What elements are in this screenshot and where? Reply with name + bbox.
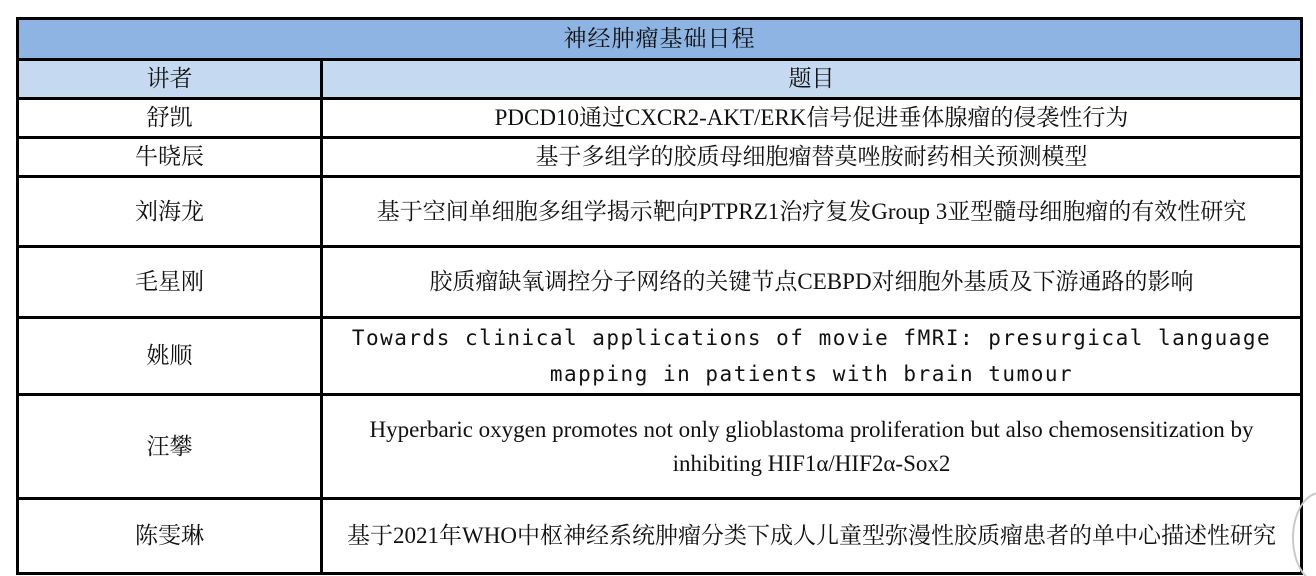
table-row	[18, 138, 1302, 177]
table-body	[18, 19, 1302, 574]
schedule-table	[16, 17, 1303, 575]
speaker-cell: 汪攀	[18, 395, 322, 499]
speaker-cell: 姚顺	[18, 318, 322, 395]
speaker-cell: 牛晓辰	[18, 138, 322, 177]
title-cell: 胶质瘤缺氧调控分子网络的关键节点CEBPD对细胞外基质及下游通路的影响	[322, 247, 1302, 318]
title-cell: 基于多组学的胶质母细胞瘤替莫唑胺耐药相关预测模型	[322, 138, 1302, 177]
speaker-cell: 陈雯琳	[18, 499, 322, 574]
table-row	[18, 318, 1302, 395]
title-cell: 基于空间单细胞多组学揭示靶向PTPRZ1治疗复发Group 3亚型髓母细胞瘤的有效性研究	[322, 177, 1302, 247]
header-row	[18, 60, 1302, 99]
speaker-cell: 毛星刚	[18, 247, 322, 318]
table-row	[18, 247, 1302, 318]
title-row	[18, 19, 1302, 60]
table-row	[18, 395, 1302, 499]
column-header-speaker: 讲者	[18, 60, 322, 99]
table-row	[18, 99, 1302, 138]
table-row	[18, 177, 1302, 247]
title-cell: Hyperbaric oxygen promotes not only glioblastoma proliferation but also chemosensitization by inhibiting HIF1α/HIF2α-Sox2	[322, 395, 1302, 499]
column-header-topic: 题目	[322, 60, 1302, 99]
title-cell: 基于2021年WHO中枢神经系统肿瘤分类下成人儿童型弥漫性胶质瘤患者的单中心描述性研究	[322, 499, 1302, 574]
table-row	[18, 499, 1302, 574]
speaker-cell: 舒凯	[18, 99, 322, 138]
title-cell: PDCD10通过CXCR2-AKT/ERK信号促进垂体腺瘤的侵袭性行为	[322, 99, 1302, 138]
table-title: 神经肿瘤基础日程	[18, 19, 1302, 60]
speaker-cell: 刘海龙	[18, 177, 322, 247]
title-cell: Towards clinical applications of movie fMRI: presurgical language mapping in patients with brain tumour	[322, 318, 1302, 395]
